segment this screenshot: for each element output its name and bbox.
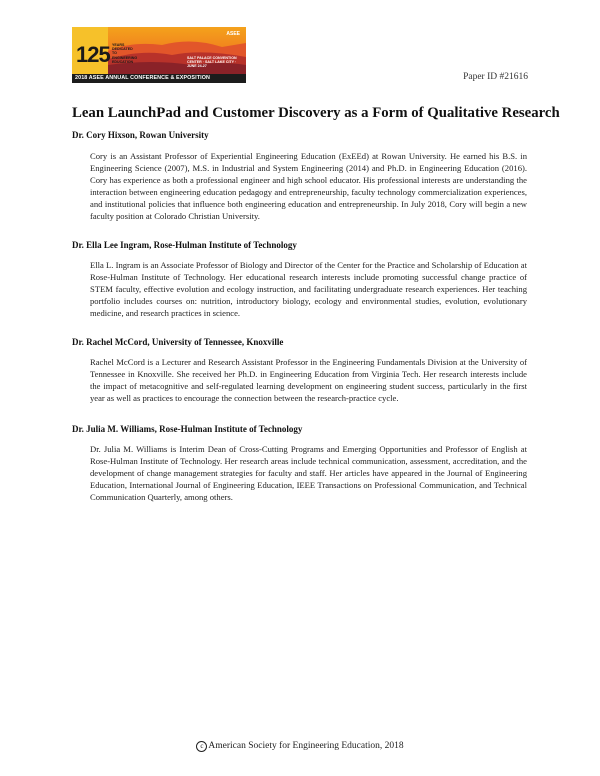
author-name: Dr. Rachel McCord, University of Tennessee, Knoxville bbox=[72, 337, 284, 347]
copyright-text: American Society for Engineering Education, 2018 bbox=[208, 741, 404, 751]
paper-title: Lean LaunchPad and Customer Discovery as a Form of Qualitative Research bbox=[72, 105, 560, 121]
conference-banner: 2018 ASEE ANNUAL CONFERENCE & EXPOSITION bbox=[72, 74, 246, 83]
author-bio: Rachel McCord is a Lecturer and Research Assistant Professor in the Engineering Fundamentals Division at the University of Tennessee in Knoxville. She received her Ph.D. in Engineering Education from Virginia Tech. Her research interests include the impact of metacognitive and self-regulated learning development on engineering student success, particularly in the first year as well as practices to encourage the connection between the research-practice cycle. bbox=[90, 357, 527, 403]
copyright-footer bbox=[0, 741, 600, 752]
logo-venue-text: SALT PALACE CONVENTION CENTER · SALT LAKE CITY · JUNE 24-27 bbox=[187, 56, 237, 69]
author-name: Dr. Ella Lee Ingram, Rose-Hulman Institute of Technology bbox=[72, 240, 297, 250]
logo-years-text: YEARS DEDICATED TO ENGINEERING EDUCATION bbox=[112, 43, 138, 64]
copyright-icon: c bbox=[196, 741, 207, 752]
paper-id: Paper ID #21616 bbox=[463, 72, 528, 82]
conference-logo bbox=[72, 27, 246, 83]
author-bio: Dr. Julia M. Williams is Interim Dean of Cross-Cutting Programs and Emerging Opportunities and Professor of English at Rose-Hulman Institute of Technology. Her research areas include technical communication, assessment, accreditation, and the development of change management strategies for faculty and staff. Her articles have appeared in the Journal of Engineering Education, International Journal of Engineering Education, IEEE Transactions on Professional Communication, and Technical Communication Quarterly, among others. bbox=[90, 444, 527, 502]
author-name: Dr. Julia M. Williams, Rose-Hulman Institute of Technology bbox=[72, 424, 303, 434]
author-bio: Cory is an Assistant Professor of Experiential Engineering Education (ExEEd) at Rowan University. He earned his B.S. in Engineering Science (2007), M.S. in Industrial and System Engineering (2014) and Ph.D. in Engineering Education (2016). Cory has experience as both a professional engineer and high school educator. His professional interests are understanding the interaction between engineering education pedagogy and entrepreneurship, faculty technology commercialization experiences, and institutional policies that influence both engineering education and entrepreneurship. In July 2018, Cory will begin a new faculty position at Colorado Christian University. bbox=[90, 151, 527, 221]
author-name: Dr. Cory Hixson, Rowan University bbox=[72, 130, 209, 140]
author-bio: Ella L. Ingram is an Associate Professor of Biology and Director of the Center for the Practice and Scholarship of Education at Rose-Hulman Institute of Technology. Her educational research interests include promoting successful change practice of STEM faculty, effective evolution and ecology instruction, and facilitating undergraduate research experiences. Her teaching portfolio includes courses on: nutrition, introductory biology, ecology and environmental studies, evolution, evolutionary medicine, and research practices in science. bbox=[90, 260, 527, 318]
asee-brand-mark: ASEE bbox=[226, 31, 240, 37]
logo-125-number: 125 bbox=[76, 42, 110, 67]
